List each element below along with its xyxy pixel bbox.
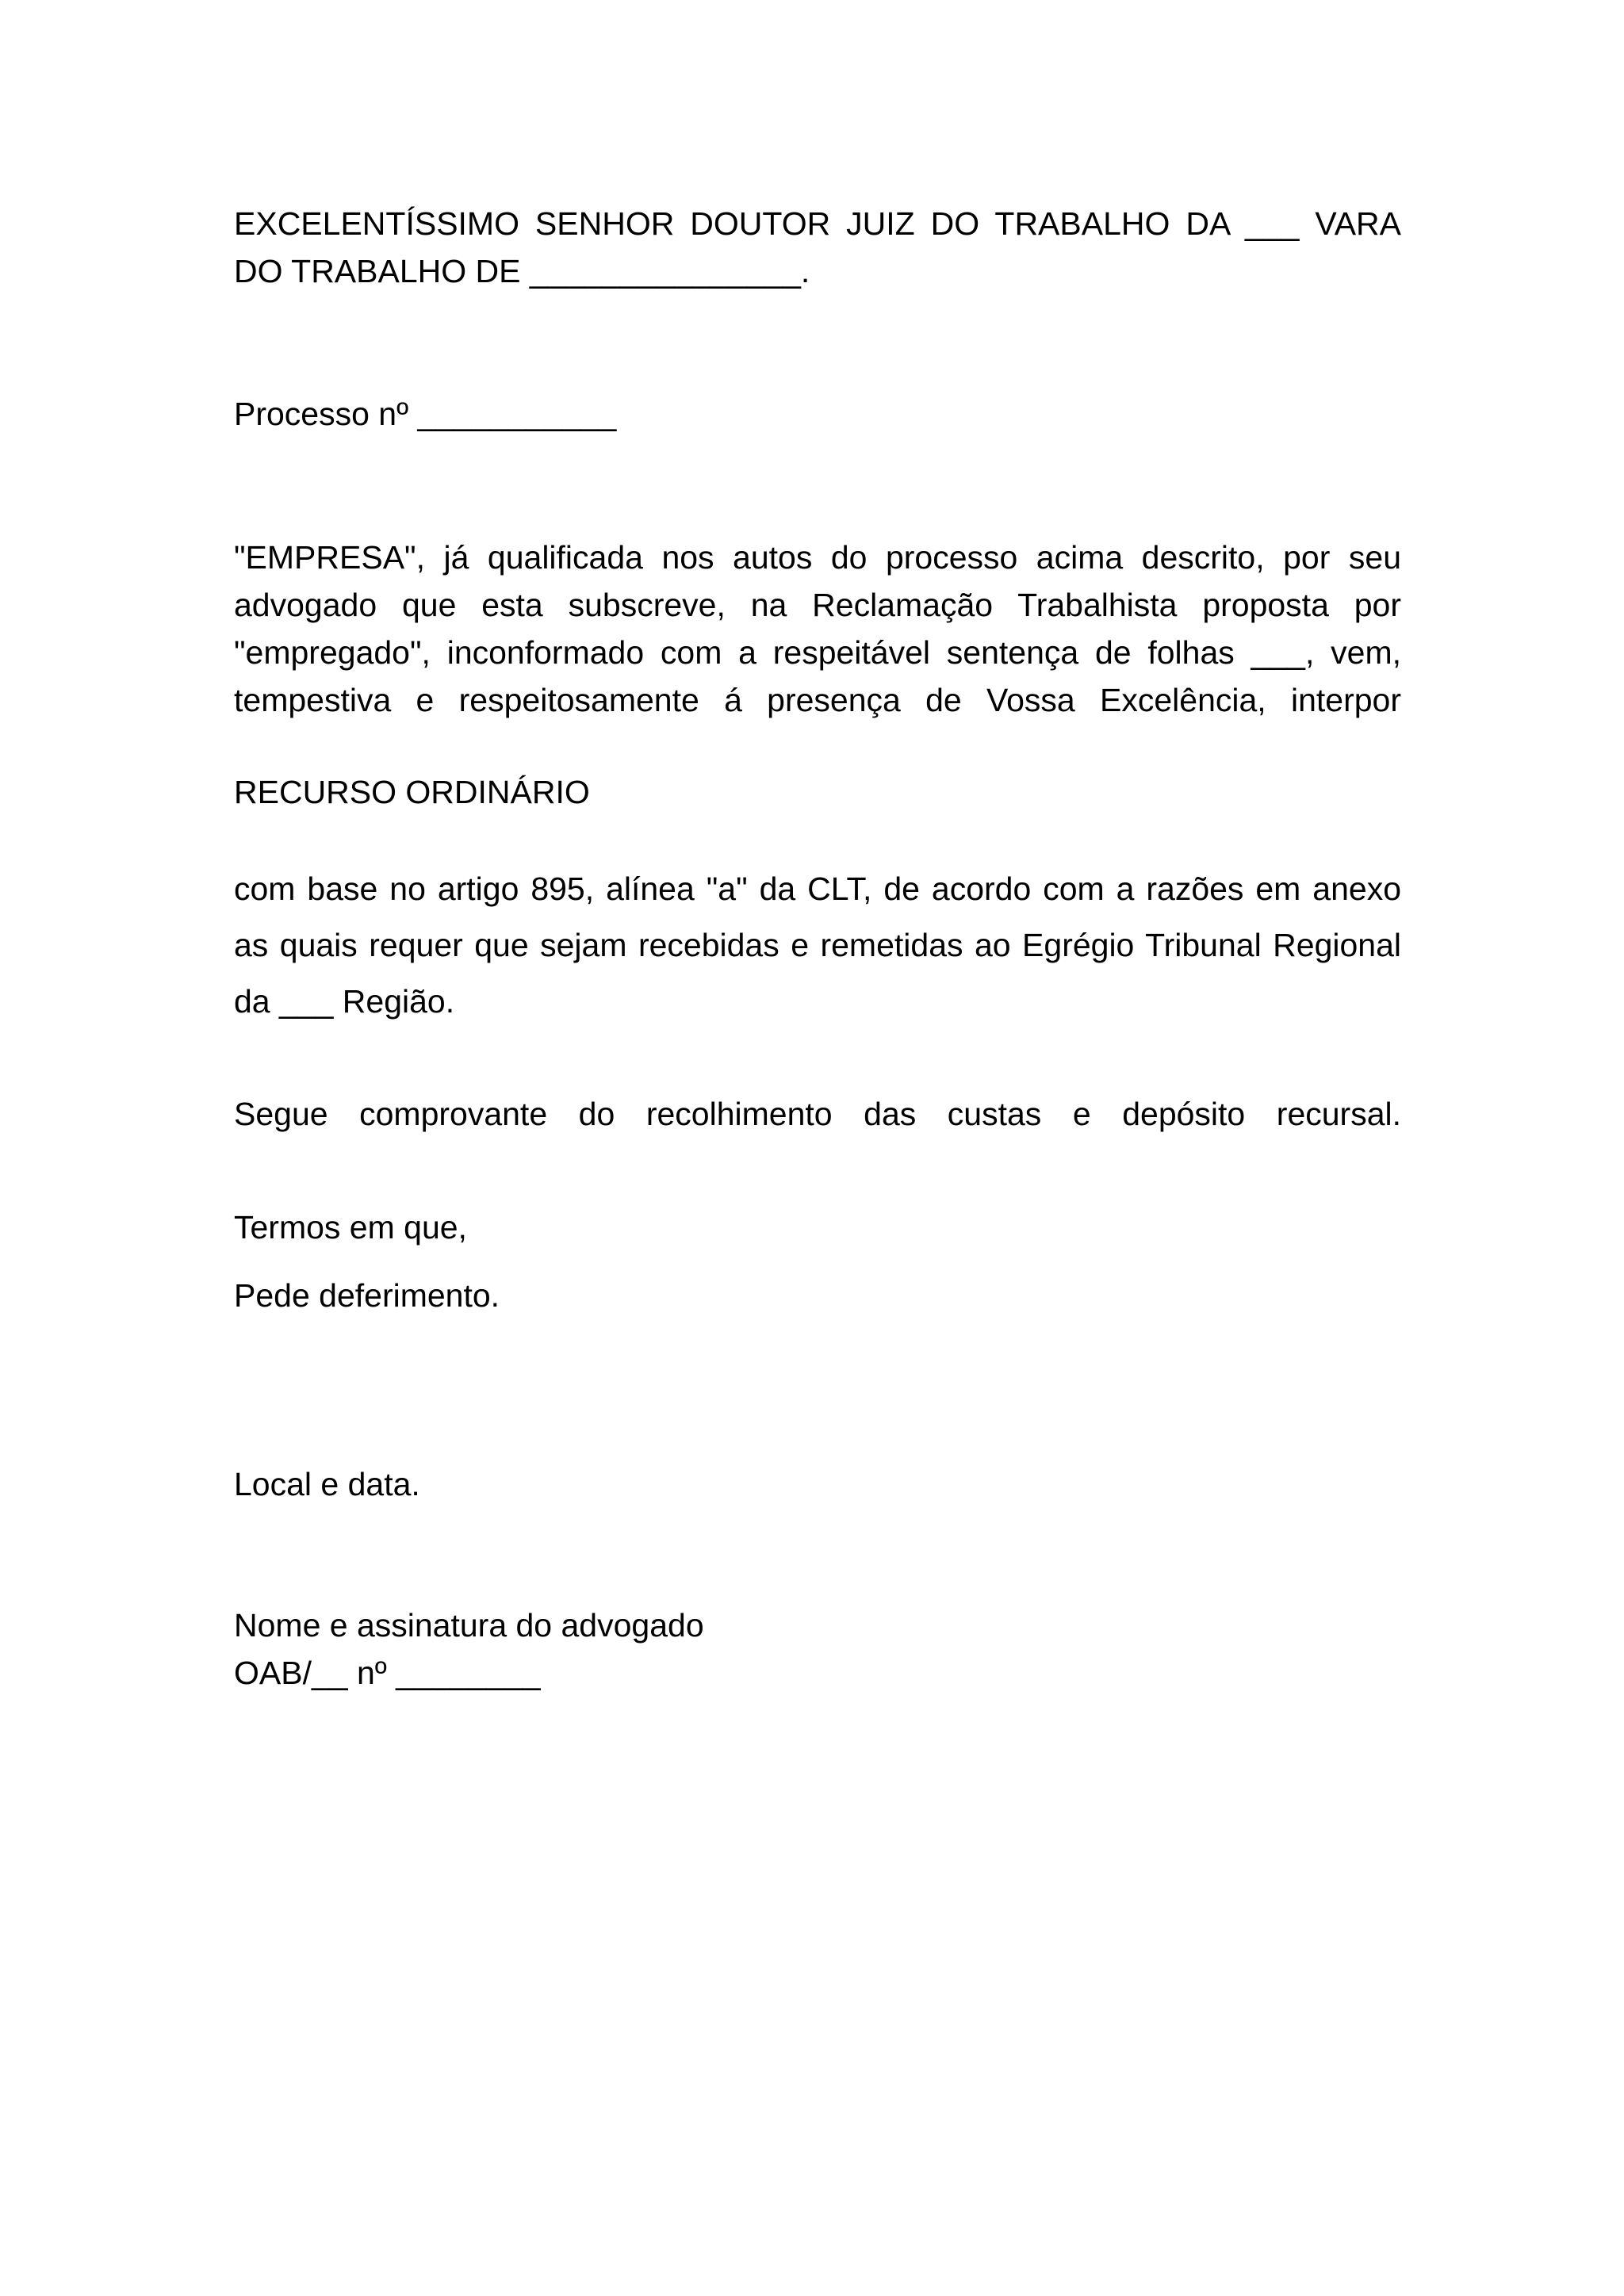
process-number: Processo nº ___________ — [234, 396, 617, 432]
addressee-line-1: EXCELENTÍSSIMO SENHOR DOUTOR JUIZ DO TRABALHO DA ___ VARA — [234, 205, 1401, 242]
intro-line-4: tempestiva e respeitosamente á presença de Vossa Excelência, interpor — [234, 682, 1401, 718]
basis-line-2: as quais requer que sejam recebidas e remetidas ao Egrégio Tribunal Regional — [234, 927, 1401, 963]
basis-line-1: com base no artigo 895, alínea "a" da CLT, de acordo com a razões em anexo — [234, 871, 1401, 907]
intro-line-3: "empregado", inconformado com a respeitável sentença de folhas ___, vem, — [234, 634, 1401, 671]
intro-line-2: advogado que esta subscreve, na Reclamação Trabalhista proposta por — [234, 587, 1401, 623]
closing-termos: Termos em que, — [234, 1209, 467, 1246]
closing-pede: Pede deferimento. — [234, 1277, 500, 1314]
addressee-line-2: DO TRABALHO DE _______________. — [234, 253, 810, 289]
legal-basis-paragraph — [234, 861, 1401, 1030]
intro-line-1: "EMPRESA", já qualificada nos autos do processo acima descrito, por seu — [234, 539, 1401, 576]
basis-line-3: da ___ Região. — [234, 983, 455, 1020]
payment-proof-statement: Segue comprovante do recolhimento das custas e depósito recursal. — [234, 1096, 1401, 1132]
lawyer-name-signature: Nome e assinatura do advogado — [234, 1607, 704, 1644]
intro-paragraph — [234, 534, 1401, 724]
place-and-date: Local e data. — [234, 1466, 420, 1502]
recurso-title: RECURSO ORDINÁRIO — [234, 774, 590, 810]
signature-block — [234, 1601, 1401, 1697]
oab-number: OAB/__ nº ________ — [234, 1655, 541, 1691]
addressee-header — [234, 200, 1401, 295]
